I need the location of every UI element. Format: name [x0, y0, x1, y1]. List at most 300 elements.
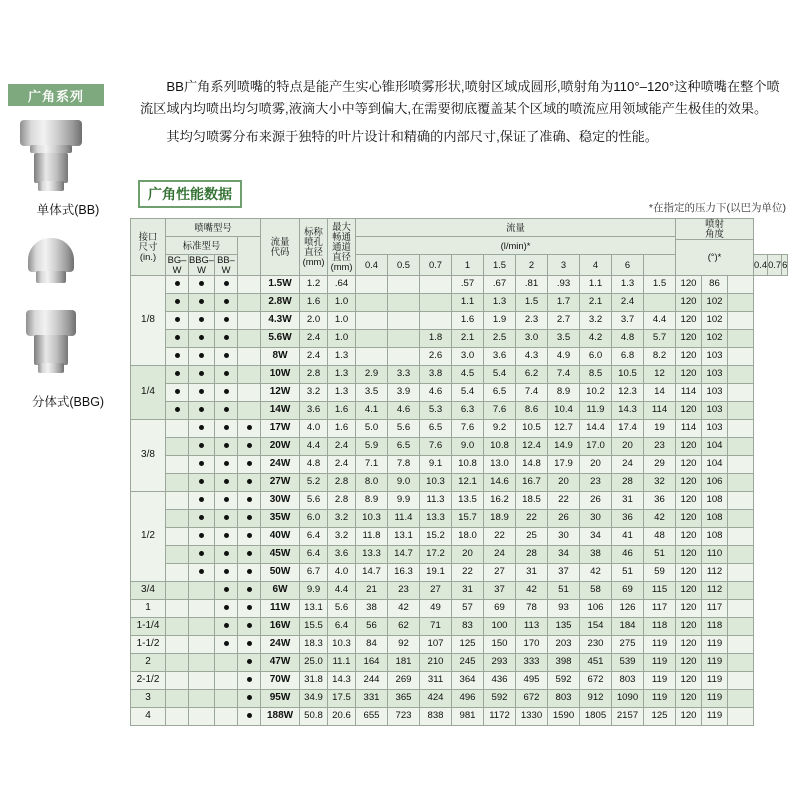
- intro-paragraph-2: 其均匀喷雾分布来源于独特的叶片设计和精确的内部尺寸,保证了准确、稳定的性能。: [166, 128, 658, 144]
- dot-icon: [247, 659, 252, 664]
- dot-icon: [199, 497, 204, 502]
- cell-flow-code: 5.6W: [261, 329, 300, 347]
- cell-model-mark-2: [215, 635, 238, 653]
- cell-flow-4: 1.9: [484, 311, 516, 329]
- cell-flow-8: 36: [612, 509, 644, 527]
- cell-angle-2: [728, 419, 754, 437]
- cell-orifice-dia: 2.8: [300, 365, 328, 383]
- cell-passage-dia: 2.4: [328, 437, 356, 455]
- cell-flow-5: .81: [516, 275, 548, 293]
- table-row: [131, 347, 788, 365]
- cell-orifice-dia: 25.0: [300, 653, 328, 671]
- cell-flow-3: 57: [452, 599, 484, 617]
- cell-model-mark-0: [166, 347, 189, 365]
- cell-flow-5: 10.5: [516, 419, 548, 437]
- cell-flow-9: 125: [644, 707, 676, 725]
- cell-angle-0: 120: [676, 491, 702, 509]
- cell-connection-size: 3/4: [131, 581, 166, 599]
- cell-flow-8: 1.3: [612, 275, 644, 293]
- cell-model-mark-3: [238, 329, 261, 347]
- dot-icon: [247, 533, 252, 538]
- cell-flow-3: 3.0: [452, 347, 484, 365]
- cell-connection-size: 1: [131, 599, 166, 617]
- dot-icon: [175, 353, 180, 358]
- cell-flow-2: 838: [420, 707, 452, 725]
- cell-orifice-dia: 15.5: [300, 617, 328, 635]
- cell-flow-1: [388, 347, 420, 365]
- cell-flow-8: 539: [612, 653, 644, 671]
- cell-flow-3: 18.0: [452, 527, 484, 545]
- cell-passage-dia: 2.4: [328, 455, 356, 473]
- cell-flow-5: 8.6: [516, 401, 548, 419]
- cell-flow-8: 10.5: [612, 365, 644, 383]
- cell-flow-3: 1.6: [452, 311, 484, 329]
- cell-model-mark-3: [238, 275, 261, 293]
- dot-icon: [224, 605, 229, 610]
- dot-icon: [224, 497, 229, 502]
- cell-model-mark-3: [238, 581, 261, 599]
- cell-angle-2: [728, 707, 754, 725]
- dot-icon: [199, 479, 204, 484]
- cell-angle-2: [728, 689, 754, 707]
- table-head: [131, 219, 788, 276]
- cell-flow-code: 12W: [261, 383, 300, 401]
- cell-flow-1: 92: [388, 635, 420, 653]
- cell-flow-3: 10.8: [452, 455, 484, 473]
- section-title: 广角性能数据: [138, 180, 242, 208]
- cell-flow-0: [356, 275, 388, 293]
- cell-flow-2: 9.1: [420, 455, 452, 473]
- header-flow-unit: (l/min)*: [356, 237, 676, 255]
- cell-angle-1: 119: [702, 671, 728, 689]
- cell-model-mark-3: [238, 293, 261, 311]
- cell-model-mark-2: [215, 383, 238, 401]
- cell-flow-5: 28: [516, 545, 548, 563]
- cell-flow-7: 1.1: [580, 275, 612, 293]
- cell-flow-8: 184: [612, 617, 644, 635]
- dot-icon: [199, 425, 204, 430]
- cell-angle-2: [728, 635, 754, 653]
- cell-model-mark-2: [215, 545, 238, 563]
- cell-flow-9: 59: [644, 563, 676, 581]
- nozzle-image-bbg: [14, 238, 98, 388]
- cell-flow-3: 7.6: [452, 419, 484, 437]
- cell-angle-1: 119: [702, 707, 728, 725]
- cell-model-mark-0: [166, 599, 189, 617]
- header-pressure-2: 0.7: [420, 255, 452, 276]
- cell-angle-2: [728, 311, 754, 329]
- header-angle-p1: 0.7: [768, 255, 782, 276]
- cell-flow-1: 5.6: [388, 419, 420, 437]
- cell-angle-1: 112: [702, 563, 728, 581]
- performance-table: [130, 218, 788, 726]
- cell-flow-6: 14.9: [548, 437, 580, 455]
- cell-passage-dia: 11.1: [328, 653, 356, 671]
- cell-flow-6: 1.7: [548, 293, 580, 311]
- cell-passage-dia: 1.6: [328, 419, 356, 437]
- dot-icon: [199, 551, 204, 556]
- dot-icon: [247, 551, 252, 556]
- cell-angle-0: 120: [676, 311, 702, 329]
- cell-angle-0: 120: [676, 275, 702, 293]
- cell-flow-5: 7.4: [516, 383, 548, 401]
- cell-flow-9: 119: [644, 671, 676, 689]
- cell-flow-code: 16W: [261, 617, 300, 635]
- cell-flow-5: 1330: [516, 707, 548, 725]
- dot-icon: [175, 281, 180, 286]
- cell-flow-6: 592: [548, 671, 580, 689]
- table-row: [131, 473, 788, 491]
- header-model-bbw: BB–W: [215, 255, 238, 276]
- cell-flow-2: 1.8: [420, 329, 452, 347]
- cell-orifice-dia: 4.8: [300, 455, 328, 473]
- cell-angle-1: 103: [702, 365, 728, 383]
- dot-icon: [247, 641, 252, 646]
- cell-flow-1: 13.1: [388, 527, 420, 545]
- cell-angle-2: [728, 437, 754, 455]
- cell-angle-0: 120: [676, 635, 702, 653]
- cell-orifice-dia: 6.0: [300, 509, 328, 527]
- header-flow-group: 流量: [356, 219, 676, 237]
- cell-flow-2: 2.6: [420, 347, 452, 365]
- dot-icon: [247, 443, 252, 448]
- cell-angle-1: 119: [702, 653, 728, 671]
- cell-connection-size: 1/2: [131, 491, 166, 581]
- cell-flow-6: 3.5: [548, 329, 580, 347]
- nozzle-image-bb: [14, 118, 98, 198]
- table-row: [131, 707, 788, 725]
- cell-flow-8: 28: [612, 473, 644, 491]
- dot-icon: [224, 587, 229, 592]
- cell-flow-1: [388, 275, 420, 293]
- cell-flow-0: [356, 347, 388, 365]
- cell-orifice-dia: 1.6: [300, 293, 328, 311]
- dot-icon: [224, 407, 229, 412]
- cell-model-mark-0: [166, 437, 189, 455]
- cell-flow-4: 5.4: [484, 365, 516, 383]
- cell-flow-7: 23: [580, 473, 612, 491]
- cell-flow-4: 37: [484, 581, 516, 599]
- cell-model-mark-1: [189, 329, 215, 347]
- cell-flow-4: 22: [484, 527, 516, 545]
- dot-icon: [199, 371, 204, 376]
- dot-icon: [224, 641, 229, 646]
- cell-passage-dia: .64: [328, 275, 356, 293]
- cell-flow-2: 10.3: [420, 473, 452, 491]
- cell-flow-3: .57: [452, 275, 484, 293]
- cell-flow-code: 30W: [261, 491, 300, 509]
- cell-flow-8: 2157: [612, 707, 644, 725]
- cell-model-mark-1: [189, 545, 215, 563]
- dot-icon: [199, 353, 204, 358]
- cell-flow-0: 244: [356, 671, 388, 689]
- cell-model-mark-2: [215, 599, 238, 617]
- table-row: [131, 419, 788, 437]
- cell-orifice-dia: 6.7: [300, 563, 328, 581]
- cell-model-mark-2: [215, 617, 238, 635]
- cell-model-mark-1: [189, 527, 215, 545]
- cell-flow-3: 83: [452, 617, 484, 635]
- cell-flow-3: 1.1: [452, 293, 484, 311]
- cell-flow-2: 5.3: [420, 401, 452, 419]
- cell-model-mark-1: [189, 293, 215, 311]
- cell-flow-9: 32: [644, 473, 676, 491]
- cell-orifice-dia: 2.4: [300, 347, 328, 365]
- cell-flow-4: 9.2: [484, 419, 516, 437]
- cell-angle-1: 103: [702, 347, 728, 365]
- dot-icon: [224, 551, 229, 556]
- cell-flow-8: 12.3: [612, 383, 644, 401]
- cell-angle-0: 120: [676, 509, 702, 527]
- cell-model-mark-3: [238, 491, 261, 509]
- cell-flow-8: 126: [612, 599, 644, 617]
- cell-flow-code: 6W: [261, 581, 300, 599]
- cell-flow-6: 1590: [548, 707, 580, 725]
- cell-model-mark-3: [238, 383, 261, 401]
- cell-model-mark-1: [189, 275, 215, 293]
- cell-connection-size: 3: [131, 689, 166, 707]
- cell-model-mark-0: [166, 545, 189, 563]
- cell-flow-4: 1172: [484, 707, 516, 725]
- cell-model-mark-2: [215, 491, 238, 509]
- cell-angle-2: [728, 473, 754, 491]
- cell-flow-5: 4.3: [516, 347, 548, 365]
- table-row: [131, 401, 788, 419]
- cell-flow-3: 496: [452, 689, 484, 707]
- cell-model-mark-1: [189, 635, 215, 653]
- cell-flow-4: 293: [484, 653, 516, 671]
- cell-flow-0: 14.7: [356, 563, 388, 581]
- cell-flow-1: [388, 311, 420, 329]
- cell-angle-2: [728, 365, 754, 383]
- cell-angle-1: 119: [702, 635, 728, 653]
- cell-model-mark-3: [238, 653, 261, 671]
- cell-flow-2: 11.3: [420, 491, 452, 509]
- dot-icon: [199, 317, 204, 322]
- cell-angle-2: [728, 491, 754, 509]
- cell-model-mark-3: [238, 527, 261, 545]
- cell-angle-0: 120: [676, 581, 702, 599]
- cell-model-mark-2: [215, 671, 238, 689]
- cell-model-mark-3: [238, 635, 261, 653]
- cell-flow-7: 451: [580, 653, 612, 671]
- cell-flow-0: 164: [356, 653, 388, 671]
- cell-flow-8: 1090: [612, 689, 644, 707]
- cell-angle-1: 103: [702, 383, 728, 401]
- cell-passage-dia: 4.0: [328, 563, 356, 581]
- cell-flow-7: 912: [580, 689, 612, 707]
- cell-flow-8: 46: [612, 545, 644, 563]
- cell-flow-9: 119: [644, 689, 676, 707]
- dot-icon: [247, 587, 252, 592]
- cell-angle-2: [728, 563, 754, 581]
- cell-flow-6: 30: [548, 527, 580, 545]
- cell-model-mark-0: [166, 653, 189, 671]
- cell-flow-5: 18.5: [516, 491, 548, 509]
- cell-flow-code: 1.5W: [261, 275, 300, 293]
- cell-angle-0: 114: [676, 419, 702, 437]
- header-size: 接口 尺寸 (in.): [131, 219, 166, 276]
- dot-icon: [247, 569, 252, 574]
- cell-model-mark-3: [238, 599, 261, 617]
- cell-model-mark-2: [215, 401, 238, 419]
- cell-angle-0: 120: [676, 329, 702, 347]
- cell-flow-7: 26: [580, 491, 612, 509]
- cell-flow-2: 19.1: [420, 563, 452, 581]
- cell-flow-4: 436: [484, 671, 516, 689]
- dot-icon: [175, 317, 180, 322]
- cell-flow-4: 592: [484, 689, 516, 707]
- cell-flow-7: 58: [580, 581, 612, 599]
- header-pressure-6: 3: [548, 255, 580, 276]
- cell-angle-2: [728, 383, 754, 401]
- cell-model-mark-3: [238, 455, 261, 473]
- table-row: [131, 653, 788, 671]
- cell-flow-2: 7.6: [420, 437, 452, 455]
- cell-model-mark-3: [238, 617, 261, 635]
- cell-flow-4: 100: [484, 617, 516, 635]
- cell-model-mark-1: [189, 509, 215, 527]
- cell-flow-2: 13.3: [420, 509, 452, 527]
- cell-flow-8: 2.4: [612, 293, 644, 311]
- cell-flow-6: 51: [548, 581, 580, 599]
- cell-passage-dia: 3.6: [328, 545, 356, 563]
- cell-flow-5: 672: [516, 689, 548, 707]
- cell-flow-0: 7.1: [356, 455, 388, 473]
- table-row: [131, 293, 788, 311]
- cell-flow-0: 655: [356, 707, 388, 725]
- cell-flow-6: 7.4: [548, 365, 580, 383]
- cell-flow-7: 30: [580, 509, 612, 527]
- cell-flow-2: 15.2: [420, 527, 452, 545]
- table-row: [131, 563, 788, 581]
- header-flow-code: 流量 代码: [261, 219, 300, 276]
- cell-orifice-dia: 4.0: [300, 419, 328, 437]
- cell-flow-0: 4.1: [356, 401, 388, 419]
- cell-flow-code: 17W: [261, 419, 300, 437]
- dot-icon: [175, 407, 180, 412]
- cell-angle-1: 108: [702, 509, 728, 527]
- dot-icon: [199, 335, 204, 340]
- cell-orifice-dia: 5.6: [300, 491, 328, 509]
- table-row: [131, 617, 788, 635]
- cell-passage-dia: 5.6: [328, 599, 356, 617]
- cell-flow-7: 672: [580, 671, 612, 689]
- dot-icon: [224, 479, 229, 484]
- caption-bbg: 分体式(BBG): [31, 395, 105, 409]
- cell-connection-size: 4: [131, 707, 166, 725]
- cell-flow-0: 56: [356, 617, 388, 635]
- cell-model-mark-2: [215, 581, 238, 599]
- cell-flow-0: 13.3: [356, 545, 388, 563]
- cell-flow-3: 364: [452, 671, 484, 689]
- cell-model-mark-0: [166, 455, 189, 473]
- cell-angle-0: 114: [676, 383, 702, 401]
- header-angle-unit: (°)*: [676, 239, 754, 275]
- cell-model-mark-1: [189, 689, 215, 707]
- cell-model-mark-2: [215, 509, 238, 527]
- cell-flow-9: 5.7: [644, 329, 676, 347]
- cell-flow-code: 2.8W: [261, 293, 300, 311]
- cell-flow-8: 51: [612, 563, 644, 581]
- cell-flow-7: 8.5: [580, 365, 612, 383]
- cell-flow-0: 10.3: [356, 509, 388, 527]
- cell-model-mark-0: [166, 509, 189, 527]
- cell-angle-2: [728, 581, 754, 599]
- cell-flow-5: 25: [516, 527, 548, 545]
- cell-model-mark-3: [238, 365, 261, 383]
- cell-flow-3: 20: [452, 545, 484, 563]
- dot-icon: [175, 299, 180, 304]
- cell-angle-2: [728, 275, 754, 293]
- cell-connection-size: 1-1/2: [131, 635, 166, 653]
- cell-flow-9: 23: [644, 437, 676, 455]
- cell-model-mark-0: [166, 275, 189, 293]
- cell-orifice-dia: 5.2: [300, 473, 328, 491]
- cell-flow-6: 37: [548, 563, 580, 581]
- cell-flow-5: 6.2: [516, 365, 548, 383]
- cell-flow-9: 14: [644, 383, 676, 401]
- cell-flow-9: 114: [644, 401, 676, 419]
- cell-flow-6: 2.7: [548, 311, 580, 329]
- cell-flow-6: 203: [548, 635, 580, 653]
- dot-icon: [224, 353, 229, 358]
- header-passage: 最大 畅通 通道 直径 (mm): [328, 219, 356, 276]
- cell-orifice-dia: 1.2: [300, 275, 328, 293]
- dot-icon: [199, 515, 204, 520]
- cell-flow-1: 11.4: [388, 509, 420, 527]
- cell-angle-1: 86: [702, 275, 728, 293]
- cell-angle-0: 120: [676, 653, 702, 671]
- cell-model-mark-2: [215, 365, 238, 383]
- cell-flow-1: 9.0: [388, 473, 420, 491]
- cell-flow-7: 17.0: [580, 437, 612, 455]
- cell-flow-4: 14.6: [484, 473, 516, 491]
- cell-flow-9: 4.4: [644, 311, 676, 329]
- cell-flow-2: 4.6: [420, 383, 452, 401]
- cell-model-mark-2: [215, 455, 238, 473]
- cell-flow-6: 10.4: [548, 401, 580, 419]
- cell-flow-7: 20: [580, 455, 612, 473]
- cell-angle-1: 103: [702, 401, 728, 419]
- cell-angle-0: 120: [676, 599, 702, 617]
- cell-passage-dia: 14.3: [328, 671, 356, 689]
- cell-flow-8: 17.4: [612, 419, 644, 437]
- cell-flow-4: 69: [484, 599, 516, 617]
- cell-flow-6: 34: [548, 545, 580, 563]
- cell-flow-3: 6.3: [452, 401, 484, 419]
- cell-orifice-dia: 4.4: [300, 437, 328, 455]
- cell-flow-8: 69: [612, 581, 644, 599]
- cell-angle-1: 103: [702, 419, 728, 437]
- dot-icon: [224, 317, 229, 322]
- cell-flow-6: 8.9: [548, 383, 580, 401]
- cell-flow-7: 1805: [580, 707, 612, 725]
- cell-flow-code: 24W: [261, 455, 300, 473]
- cell-flow-5: 3.0: [516, 329, 548, 347]
- cell-flow-1: 9.9: [388, 491, 420, 509]
- cell-orifice-dia: 6.4: [300, 545, 328, 563]
- dot-icon: [224, 569, 229, 574]
- cell-flow-9: 118: [644, 617, 676, 635]
- cell-angle-0: 120: [676, 365, 702, 383]
- cell-model-mark-2: [215, 689, 238, 707]
- dot-icon: [224, 335, 229, 340]
- cell-flow-1: 42: [388, 599, 420, 617]
- cell-angle-1: 110: [702, 545, 728, 563]
- cell-model-mark-2: [215, 293, 238, 311]
- cell-flow-3: 5.4: [452, 383, 484, 401]
